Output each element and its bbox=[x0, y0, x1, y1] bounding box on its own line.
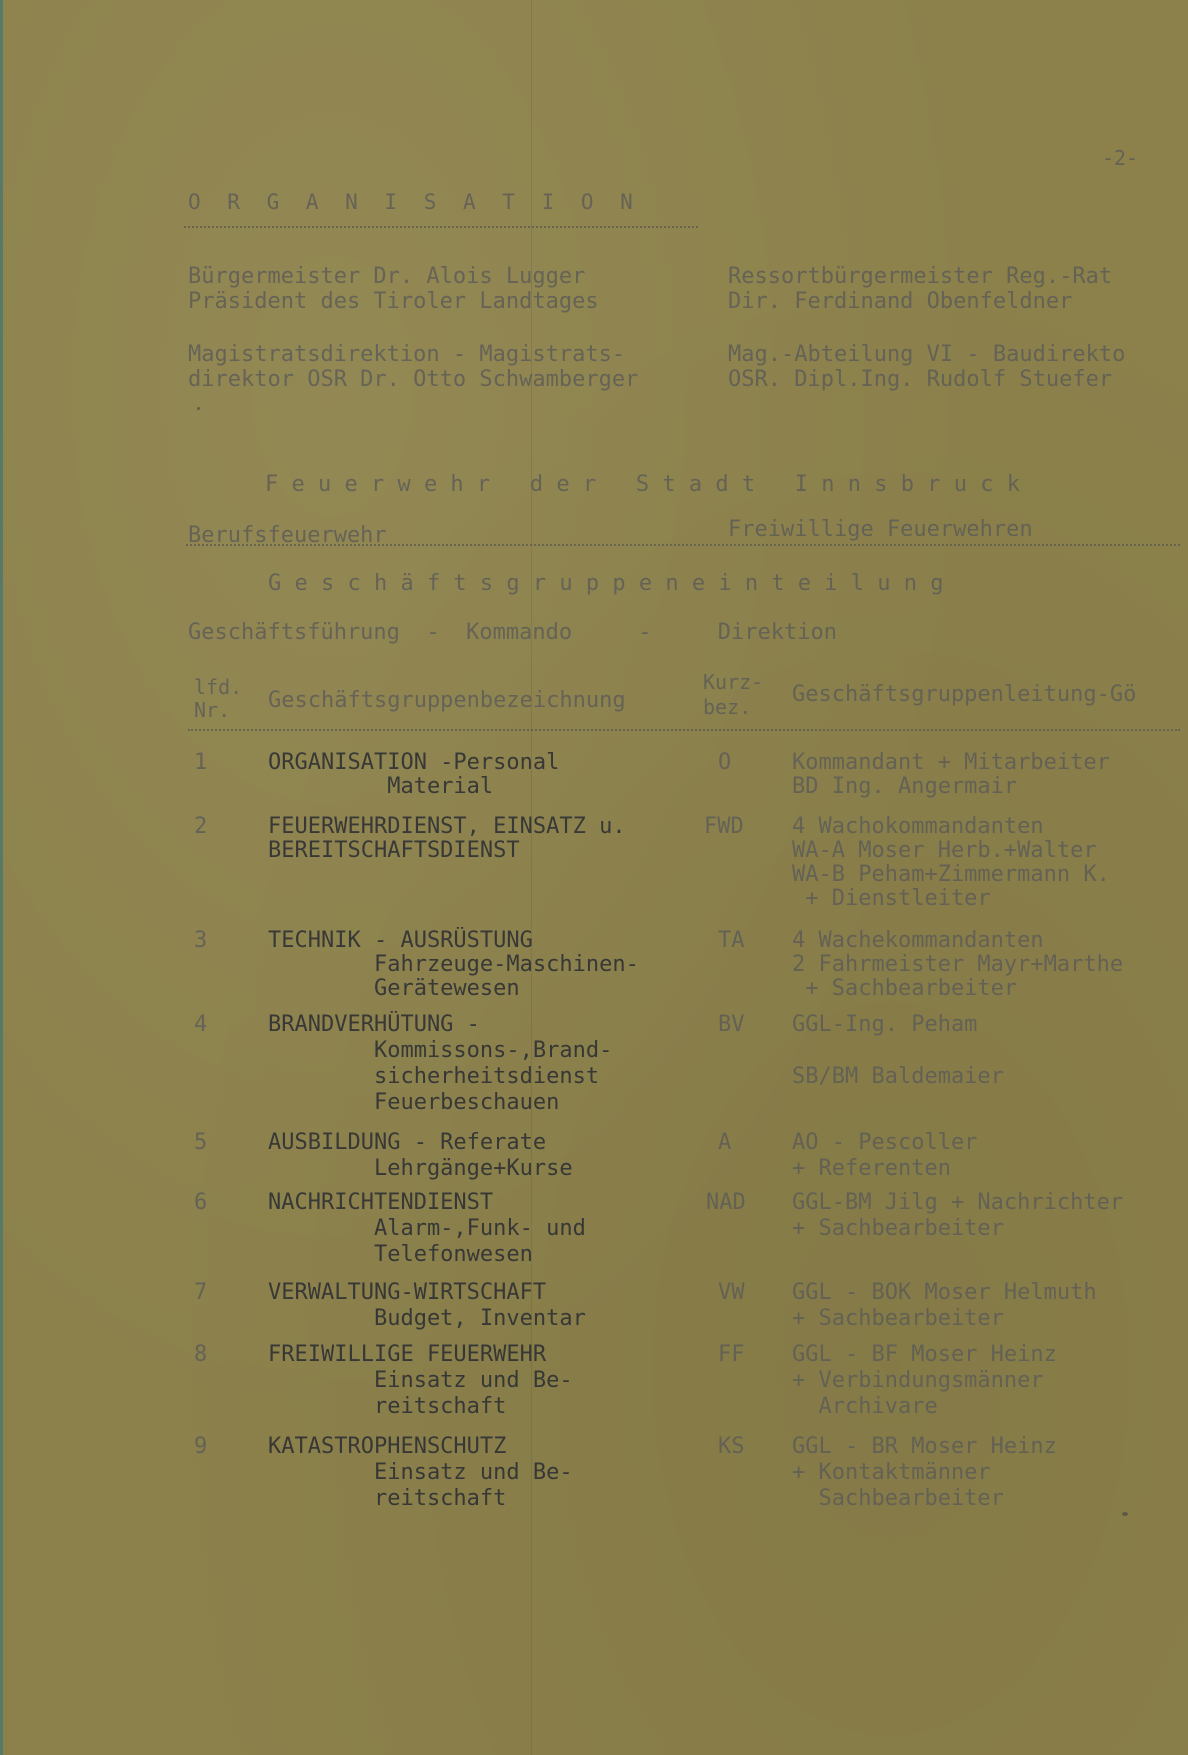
row-lead-line: WA-B Peham+Zimmermann K. bbox=[792, 862, 1110, 887]
row-abbreviation: FWD bbox=[704, 814, 744, 839]
table-header-lead: Geschäftsgruppenleitung-Gö bbox=[792, 682, 1137, 707]
row-number: 9 bbox=[194, 1434, 208, 1459]
row-lead-line: + Sachbearbeiter bbox=[792, 1216, 1004, 1241]
fire-department-divider bbox=[186, 544, 1180, 546]
row-lead-line: + Sachbearbeiter bbox=[792, 1306, 1004, 1331]
row-name-line: BRANDVERHÜTUNG - bbox=[268, 1012, 480, 1037]
row-abbreviation: TA bbox=[718, 928, 745, 953]
department-mayor-name: Dir. Ferdinand Obenfeldner bbox=[728, 289, 1073, 314]
row-name-line: NACHRICHTENDIENST bbox=[268, 1190, 494, 1215]
paper-speck bbox=[1122, 1512, 1128, 1516]
row-lead-line: Sachbearbeiter bbox=[792, 1486, 1004, 1511]
page-edge-line bbox=[0, 0, 3, 1755]
building-department-title: Mag.-Abteilung VI - Baudirekto bbox=[728, 342, 1126, 367]
row-name-line: Fahrzeuge-Maschinen- bbox=[268, 952, 639, 977]
professional-fire-brigade-label: Berufsfeuerwehr bbox=[188, 523, 387, 548]
row-name-line: Feuerbeschauen bbox=[268, 1090, 560, 1115]
row-name-line: ORGANISATION -Personal bbox=[268, 750, 560, 775]
row-number: 5 bbox=[194, 1130, 208, 1155]
fire-department-title: F e u e r w e h r d e r S t a d t I n n s b r u c k bbox=[265, 472, 1020, 497]
row-name-line: reitschaft bbox=[268, 1486, 507, 1511]
magistrate-director-name: direktor OSR Dr. Otto Schwamberger bbox=[188, 367, 639, 392]
row-name-line: FREIWILLIGE FEUERWEHR bbox=[268, 1342, 547, 1367]
row-name-line: Gerätewesen bbox=[268, 976, 520, 1001]
row-name-line: Material bbox=[268, 774, 494, 799]
row-name-line: Budget, Inventar bbox=[268, 1306, 586, 1331]
magistrate-directorate-title: Magistratsdirektion - Magistrats- bbox=[188, 342, 626, 367]
row-name-line: Kommissons-,Brand- bbox=[268, 1038, 613, 1063]
document-heading: O R G A N I S A T I O N bbox=[188, 190, 640, 214]
paper-speck bbox=[197, 407, 200, 410]
table-header-number-2: Nr. bbox=[194, 698, 231, 722]
row-lead-line: GGL-BM Jilg + Nachrichter bbox=[792, 1190, 1124, 1215]
row-name-line: BEREITSCHAFTSDIENST bbox=[268, 838, 520, 863]
row-lead-line: 4 Wachekommandanten bbox=[792, 928, 1044, 953]
page-number: -2- bbox=[1102, 146, 1139, 170]
building-director-name: OSR. Dipl.Ing. Rudolf Stuefer bbox=[728, 367, 1113, 392]
row-name-line: Einsatz und Be- bbox=[268, 1368, 573, 1393]
row-name-line: reitschaft bbox=[268, 1394, 507, 1419]
row-lead-line: + Referenten bbox=[792, 1156, 951, 1181]
row-name-line: sicherheitsdienst bbox=[268, 1064, 600, 1089]
row-number: 3 bbox=[194, 928, 208, 953]
table-header-number-1: lfd. bbox=[194, 675, 243, 699]
mayor-name: Bürgermeister Dr. Alois Lugger bbox=[188, 264, 586, 289]
row-number: 1 bbox=[194, 750, 208, 775]
row-lead-line: WA-A Moser Herb.+Walter bbox=[792, 838, 1097, 863]
row-number: 6 bbox=[194, 1190, 208, 1215]
row-lead-line: AO - Pescoller bbox=[792, 1130, 978, 1155]
row-abbreviation: NAD bbox=[706, 1190, 746, 1215]
table-header-divider bbox=[188, 729, 1180, 731]
row-name-line: Lehrgänge+Kurse bbox=[268, 1156, 573, 1181]
row-lead-line: + Kontaktmänner bbox=[792, 1460, 991, 1485]
row-lead-line: + Dienstleiter bbox=[792, 886, 991, 911]
row-name-line: Alarm-,Funk- und bbox=[268, 1216, 586, 1241]
table-header-name: Geschäftsgruppenbezeichnung bbox=[268, 688, 626, 713]
row-lead-line: GGL - BF Moser Heinz bbox=[792, 1342, 1057, 1367]
row-name-line: AUSBILDUNG - Referate bbox=[268, 1130, 547, 1155]
row-name-line: KATASTROPHENSCHUTZ bbox=[268, 1434, 507, 1459]
row-lead-line: GGL-Ing. Peham bbox=[792, 1012, 978, 1037]
table-header-abbreviation-2: bez. bbox=[703, 695, 752, 719]
heading-underline bbox=[184, 226, 698, 228]
row-name-line: FEUERWEHRDIENST, EINSATZ u. bbox=[268, 814, 626, 839]
row-name-line: VERWALTUNG-WIRTSCHAFT bbox=[268, 1280, 547, 1305]
row-lead-line: 4 Wachokommandanten bbox=[792, 814, 1044, 839]
mayor-title: Präsident des Tiroler Landtages bbox=[188, 289, 599, 314]
row-number: 8 bbox=[194, 1342, 208, 1367]
row-name-line: Einsatz und Be- bbox=[268, 1460, 573, 1485]
row-lead-line: GGL - BOK Moser Helmuth bbox=[792, 1280, 1097, 1305]
volunteer-fire-brigades-label: Freiwillige Feuerwehren bbox=[728, 517, 1033, 542]
row-number: 7 bbox=[194, 1280, 208, 1305]
row-lead-line: + Verbindungsmänner bbox=[792, 1368, 1044, 1393]
row-lead-line: SB/BM Baldemaier bbox=[792, 1064, 1004, 1089]
row-lead-line: BD Ing. Angermair bbox=[792, 774, 1018, 799]
row-lead-line: + Sachbearbeiter bbox=[792, 976, 1018, 1001]
management-command-direction: Geschäftsführung - Kommando - Direktion bbox=[188, 620, 838, 645]
row-lead-line: Kommandant + Mitarbeiter bbox=[792, 750, 1110, 775]
row-abbreviation: FF bbox=[718, 1342, 745, 1367]
row-abbreviation: VW bbox=[718, 1280, 745, 1305]
row-abbreviation: BV bbox=[718, 1012, 745, 1037]
row-number: 4 bbox=[194, 1012, 208, 1037]
row-name-line: TECHNIK - AUSRÜSTUNG bbox=[268, 928, 533, 953]
table-header-abbreviation-1: Kurz- bbox=[703, 670, 764, 694]
row-lead-line: 2 Fahrmeister Mayr+Marthe bbox=[792, 952, 1124, 977]
row-abbreviation: KS bbox=[718, 1434, 745, 1459]
row-abbreviation: O bbox=[718, 750, 732, 775]
business-groups-subtitle: G e s c h ä f t s g r u p p e n e i n t e i l u n g bbox=[268, 571, 944, 596]
row-number: 2 bbox=[194, 814, 208, 839]
row-abbreviation: A bbox=[718, 1130, 732, 1155]
row-lead-line: Archivare bbox=[792, 1394, 938, 1419]
row-lead-line: GGL - BR Moser Heinz bbox=[792, 1434, 1057, 1459]
department-mayor-title: Ressortbürgermeister Reg.-Rat bbox=[728, 264, 1113, 289]
row-name-line: Telefonwesen bbox=[268, 1242, 533, 1267]
